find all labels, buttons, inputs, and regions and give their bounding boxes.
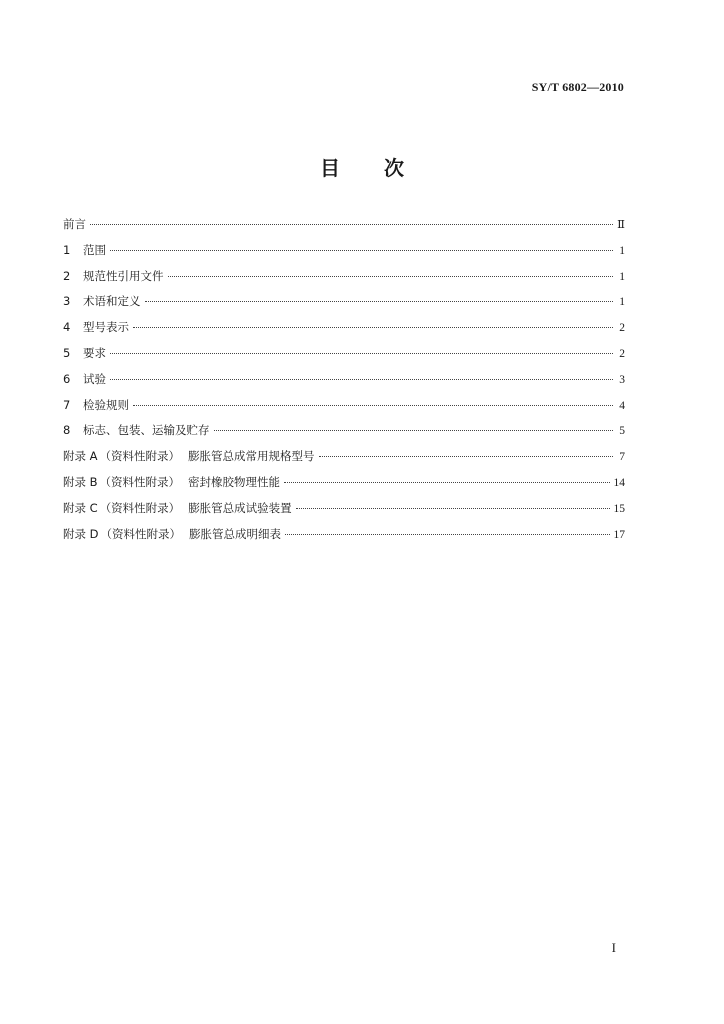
toc-item-page: 5 (619, 425, 625, 438)
standard-code: SY/T 6802—2010 (531, 80, 624, 94)
toc-annex-type: （资料性附录） (99, 500, 181, 515)
toc-leader-dots (214, 430, 614, 431)
toc-item-page: 14 (613, 476, 625, 489)
toc-leader-dots (145, 301, 614, 302)
toc-item-number: 5 (63, 345, 71, 360)
toc-item-label: 试验 (83, 371, 106, 386)
toc-item-number: 2 (63, 268, 71, 283)
toc-item-page: 1 (619, 296, 625, 309)
toc-item-label: 前言 (63, 217, 86, 231)
toc-item-number: 6 (63, 371, 71, 386)
toc-leader-dots (133, 327, 613, 328)
toc-item-page: 4 (619, 399, 625, 412)
toc-item-annex-d[interactable] (63, 526, 625, 552)
toc-annex-label: 附录 B (63, 474, 98, 489)
toc-item-label: 术语和定义 (83, 294, 141, 309)
toc-leader-dots (110, 353, 613, 354)
toc-item-label: 型号表示 (83, 320, 129, 335)
toc-leader-dots (133, 405, 613, 406)
toc-item-label: 规范性引用文件 (83, 268, 164, 283)
toc-item-label: 密封橡胶物理性能 (188, 474, 281, 489)
toc-leader-dots (296, 508, 610, 509)
toc-item-section-3[interactable] (63, 293, 625, 319)
toc-item-annex-b[interactable] (63, 474, 625, 500)
toc-item-page: 2 (619, 347, 625, 360)
toc-annex-type: （资料性附录） (99, 474, 181, 489)
toc-item-annex-c[interactable] (63, 500, 625, 526)
toc-item-annex-a[interactable] (63, 448, 625, 474)
toc-leader-dots (319, 456, 613, 457)
toc-annex-type: （资料性附录） (99, 449, 181, 464)
toc-item-section-5[interactable] (63, 345, 625, 371)
toc-item-section-2[interactable] (63, 268, 625, 294)
toc-annex-label: 附录 A (63, 449, 98, 464)
toc-item-number: 1 (63, 242, 71, 257)
toc-item-section-4[interactable] (63, 319, 625, 345)
toc-item-page: 15 (613, 502, 625, 515)
toc-item-page: 7 (619, 451, 625, 464)
toc-item-number: 4 (63, 320, 71, 335)
page-number: I (611, 940, 616, 955)
toc-leader-dots (285, 534, 609, 535)
toc-item-foreword[interactable] (63, 216, 625, 242)
toc-item-number: 8 (63, 423, 71, 438)
toc-item-label: 要求 (83, 345, 106, 360)
toc-leader-dots (110, 250, 613, 251)
toc-item-page: 1 (619, 244, 625, 257)
toc-item-label: 膨胀管总成明细表 (189, 526, 282, 541)
toc-item-page: Ⅱ (617, 219, 625, 231)
toc-annex-label: 附录 C (63, 500, 98, 515)
toc-item-number: 7 (63, 397, 71, 412)
toc-leader-dots (90, 224, 613, 225)
toc-item-page: 1 (619, 270, 625, 283)
toc-item-label: 检验规则 (83, 397, 129, 412)
toc-item-label: 范围 (83, 242, 106, 257)
toc-item-label: 标志、包装、运输及贮存 (83, 423, 210, 438)
toc-item-page: 2 (619, 322, 625, 335)
toc-item-number: 3 (63, 294, 71, 309)
toc-leader-dots (168, 276, 614, 277)
toc-annex-label: 附录 D (63, 526, 99, 541)
toc-item-label: 膨胀管总成常用规格型号 (188, 449, 315, 464)
toc-item-page: 17 (613, 528, 625, 541)
toc-title (0, 152, 724, 181)
toc-item-section-6[interactable] (63, 371, 625, 397)
toc-leader-dots (284, 482, 609, 483)
toc-item-section-1[interactable] (63, 242, 625, 268)
toc-item-section-8[interactable] (63, 422, 625, 448)
toc-item-section-7[interactable] (63, 397, 625, 423)
toc-annex-type: （资料性附录） (100, 526, 182, 541)
toc-item-page: 3 (619, 373, 625, 386)
toc-title-char-2: 次 (384, 156, 404, 180)
toc-leader-dots (110, 379, 613, 380)
toc-item-label: 膨胀管总成试验装置 (188, 500, 292, 515)
table-of-contents (63, 216, 625, 551)
toc-title-char-1: 目 (320, 156, 340, 180)
